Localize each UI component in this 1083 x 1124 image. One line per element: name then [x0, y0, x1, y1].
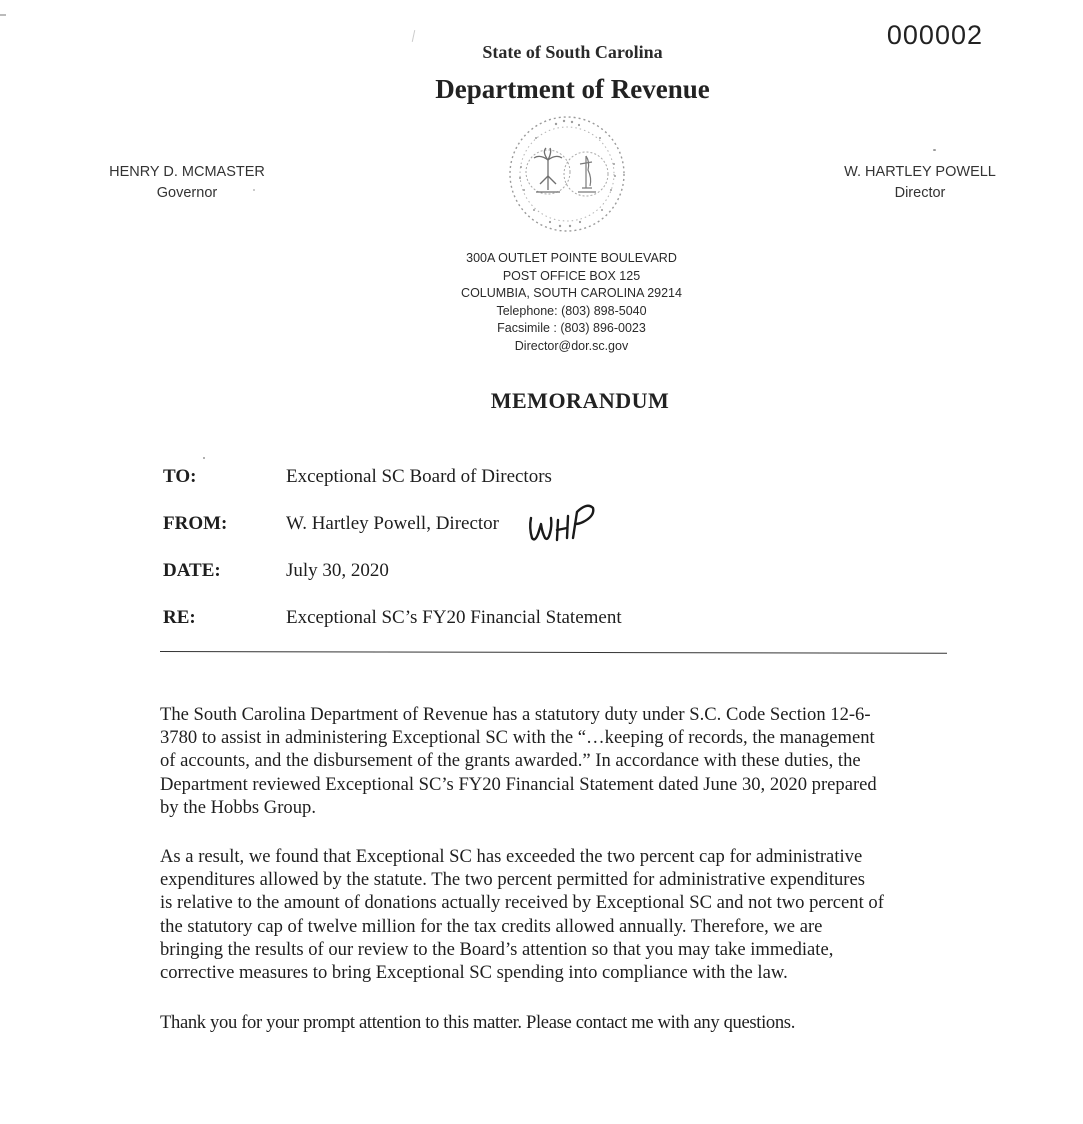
- palmetto-tree-icon: [534, 148, 562, 192]
- re-value: Exceptional SC’s FY20 Financial Statement: [286, 607, 622, 628]
- seal-inner-ring: [520, 127, 614, 221]
- date-value: July 30, 2020: [286, 560, 389, 581]
- paragraph-line: As a result, we found that Exceptional SC has exceeded the two percent cap for administrative: [160, 846, 863, 867]
- seal-outer-ring: [510, 117, 624, 231]
- director-name: W. HARTLEY POWELL: [844, 164, 996, 180]
- director-block: [830, 162, 1010, 204]
- paragraph-line: bringing the results of our review to the Board’s attention so that you may take immediate,: [160, 938, 834, 960]
- from-value: W. Hartley Powell, Director: [286, 513, 499, 534]
- paragraph-line: expenditures allowed by the statute. The two percent permitted for administrative expenditures: [160, 869, 865, 891]
- liberty-figure-icon: [578, 156, 596, 192]
- re-label: RE:: [163, 607, 196, 628]
- scan-speck: [0, 14, 6, 16]
- to-label: TO:: [163, 466, 197, 487]
- address-email[interactable]: Director@dor.sc.gov: [514, 338, 629, 353]
- address-block: [420, 250, 723, 356]
- body-paragraph-2: [160, 845, 960, 984]
- paragraph-line: The South Carolina Department of Revenue has a statutory duty under S.C. Code Section 12-6-: [160, 704, 871, 725]
- to-value: Exceptional SC Board of Directors: [286, 466, 552, 487]
- memo-title: MEMORANDUM: [490, 388, 670, 413]
- scan-speck: [412, 30, 415, 42]
- handwritten-initials-signature: [527, 498, 599, 546]
- document-number: 000002: [886, 20, 983, 50]
- address-street: 300A OUTLET POINTE BOULEVARD: [466, 251, 677, 265]
- state-seal-icon: [506, 112, 628, 236]
- paragraph-line: 3780 to assist in administering Exceptional SC with the “…keeping of records, the management: [160, 727, 875, 749]
- paragraph-line: of accounts, and the disbursement of the grants awarded.” In accordance with these duties, the: [160, 750, 861, 772]
- paragraph-line: by the Hobbs Group.: [160, 796, 316, 818]
- governor-block: [97, 162, 277, 204]
- date-label: DATE:: [163, 560, 221, 581]
- address-po-box: POST OFFICE BOX 125: [502, 268, 641, 283]
- scan-speck: [203, 457, 205, 459]
- address-telephone: Telephone: (803) 898-5040: [496, 303, 647, 318]
- paragraph-line: is relative to the amount of donations actually received by Exceptional SC and not two percent of: [160, 892, 884, 914]
- header-divider-line: [160, 651, 947, 654]
- scan-speck: [933, 149, 936, 151]
- body-paragraph-3: [160, 1011, 960, 1034]
- address-city: COLUMBIA, SOUTH CAROLINA 29214: [461, 286, 682, 301]
- letterhead-state: State of South Carolina: [482, 42, 663, 62]
- paragraph-line: the statutory cap of twelve million for the tax credits allowed annually. Therefore, we are: [160, 915, 823, 937]
- from-label: FROM:: [163, 513, 228, 534]
- paragraph-line: corrective measures to bring Exceptional SC spending into compliance with the law.: [160, 962, 788, 984]
- seal-text-specks: [519, 120, 616, 227]
- address-facsimile: Facsimile : (803) 896-0023: [497, 321, 646, 336]
- body-paragraph-1: [160, 703, 960, 819]
- letterhead-department: Department of Revenue: [435, 74, 710, 104]
- paragraph-line: Thank you for your prompt attention to this matter. Please contact me with any questions.: [160, 1012, 795, 1033]
- scan-speck: [253, 189, 255, 191]
- director-title: Director: [894, 185, 946, 201]
- governor-name: HENRY D. MCMASTER: [109, 164, 265, 180]
- governor-title: Governor: [156, 185, 218, 201]
- paragraph-line: Department reviewed Exceptional SC’s FY20 Financial Statement dated June 30, 2020 prepared: [160, 773, 877, 795]
